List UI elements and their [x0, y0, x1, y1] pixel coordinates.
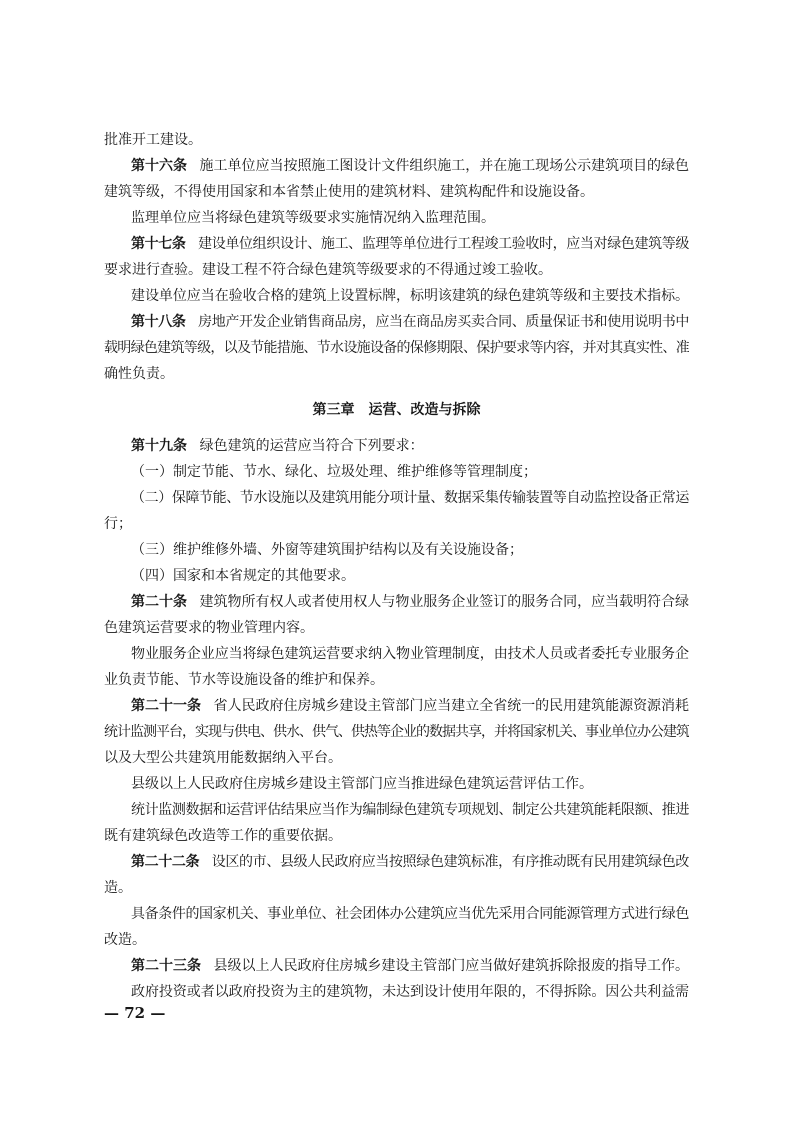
- article-number: 第十九条: [131, 438, 187, 454]
- article-number: 第二十一条: [131, 698, 201, 714]
- text-line: [104, 459, 689, 485]
- text-line: [104, 309, 689, 335]
- line-text: 物业服务企业应当将绿色建筑运营要求纳入物业管理制度，由技术人员或者委托专业服务企: [131, 646, 689, 662]
- text-line: [104, 901, 689, 927]
- line-content: [104, 361, 174, 387]
- line-text: 省人民政府住房城乡建设主管部门应当建立全省统一的民用建筑能源资源消耗: [213, 698, 689, 714]
- text-line: [104, 361, 689, 387]
- text-line: [104, 283, 689, 309]
- line-content: [131, 641, 689, 667]
- line-text: 建设单位应当在验收合格的建筑上设置标牌，标明该建筑的绿色建筑等级和主要技术指标。: [131, 288, 689, 304]
- line-content: [131, 953, 689, 979]
- text-line: [104, 667, 689, 693]
- line-text: 批准开工建设。: [104, 132, 202, 148]
- line-text: 建筑物所有权人或者使用权人与物业服务企业签订的服务合同，应当载明符合绿: [199, 594, 689, 610]
- text-line: [104, 589, 689, 615]
- line-text: 既有建筑绿色改造等工作的重要依据。: [104, 828, 342, 844]
- line-content: [104, 667, 384, 693]
- article-number: 第十八条: [131, 314, 186, 330]
- line-text: （四）国家和本省规定的其他要求。: [131, 568, 355, 584]
- line-content: [104, 615, 314, 641]
- line-content: [131, 693, 689, 719]
- article-number: 第二十三条: [131, 958, 201, 974]
- line-text: 行；: [104, 516, 132, 532]
- text-line: [104, 927, 689, 953]
- line-text: 政府投资或者以政府投资为主的建筑物，未达到设计使用年限的，不得拆除。因公共利益需: [131, 984, 689, 1000]
- line-content: [131, 901, 689, 927]
- line-content: [104, 179, 594, 205]
- line-content: [131, 979, 689, 1005]
- article-number: 第二十二条: [131, 854, 200, 870]
- text-line: [104, 511, 689, 537]
- text-line: [104, 335, 689, 361]
- line-text: 房地产开发企业销售商品房，应当在商品房买卖合同、质量保证书和使用说明书中: [198, 314, 689, 330]
- line-text: 改造。: [104, 932, 146, 948]
- text-line: [104, 205, 689, 231]
- line-text: 建筑等级，不得使用国家和本省禁止使用的建筑材料、建筑构配件和设施设备。: [104, 184, 594, 200]
- line-text: 设区的市、县级人民政府应当按照绿色建筑标准，有序推动既有民用建筑绿色改: [211, 854, 689, 870]
- line-content: [131, 309, 689, 335]
- text-line: [104, 485, 689, 511]
- line-content: [104, 875, 132, 901]
- article-number: 第十七条: [131, 236, 186, 252]
- line-content: [131, 563, 355, 589]
- line-content: [104, 335, 689, 361]
- text-line: [104, 719, 689, 745]
- text-line: [104, 563, 689, 589]
- text-line: [104, 127, 689, 153]
- text-line: [104, 875, 689, 901]
- line-content: [131, 459, 537, 485]
- chapter-title: 运营、改造与拆除: [368, 402, 481, 418]
- text-line: [104, 153, 689, 179]
- text-line: [104, 641, 689, 667]
- line-content: [131, 589, 689, 615]
- line-content: [131, 153, 689, 179]
- chapter-heading: [104, 397, 689, 423]
- line-text: 造。: [104, 880, 132, 896]
- article-number: 第二十条: [131, 594, 187, 610]
- line-text: 要求进行查验。建设工程不符合绿色建筑等级要求的不得通过竣工验收。: [104, 262, 552, 278]
- text-line: [104, 433, 689, 459]
- line-text: 载明绿色建筑等级，以及节能措施、节水设施设备的保修期限、保护要求等内容，并对其真实性、准: [104, 340, 689, 356]
- line-content: [104, 745, 342, 771]
- line-text: 确性负责。: [104, 366, 174, 382]
- line-text: 县级以上人民政府住房城乡建设主管部门应当做好建筑拆除报废的指导工作。: [213, 958, 689, 974]
- line-content: [131, 485, 689, 511]
- line-text: 施工单位应当按照施工图设计文件组织施工，并在施工现场公示建筑项目的绿色: [199, 158, 689, 174]
- text-line: [104, 615, 689, 641]
- line-text: 色建筑运营要求的物业管理内容。: [104, 620, 314, 636]
- text-line: [104, 745, 689, 771]
- chapter-number: 第三章: [312, 402, 355, 418]
- page-number: — 72 —: [104, 1004, 166, 1022]
- line-text: 监理单位应当将绿色建筑等级要求实施情况纳入监理范围。: [131, 210, 495, 226]
- line-content: [131, 849, 689, 875]
- line-text: 业负责节能、节水等设施设备的维护和保养。: [104, 672, 384, 688]
- document-body: [104, 127, 689, 1005]
- text-line: [104, 797, 689, 823]
- text-line: [104, 693, 689, 719]
- text-line: [104, 257, 689, 283]
- line-content: [131, 205, 495, 231]
- line-content: [131, 537, 523, 563]
- line-content: [104, 127, 202, 153]
- line-text: 统计监测平台，实现与供电、供水、供气、供热等企业的数据共享，并将国家机关、事业单位办公建筑: [104, 724, 689, 740]
- article-number: 第十六条: [131, 158, 187, 174]
- line-text: （二）保障节能、节水设施以及建筑用能分项计量、数据采集传输装置等自动监控设备正常运: [131, 490, 689, 506]
- text-line: [104, 979, 689, 1005]
- line-text: 县级以上人民政府住房城乡建设主管部门应当推进绿色建筑运营评估工作。: [131, 776, 593, 792]
- text-line: [104, 537, 689, 563]
- line-content: [131, 231, 689, 257]
- line-content: [104, 257, 552, 283]
- line-text: 绿色建筑的运营应当符合下列要求：: [199, 438, 424, 454]
- line-content: [104, 927, 146, 953]
- line-text: （三）维护维修外墙、外窗等建筑围护结构以及有关设施设备；: [131, 542, 523, 558]
- line-content: [131, 433, 424, 459]
- text-line: [104, 179, 689, 205]
- line-content: [104, 823, 342, 849]
- text-line: [104, 849, 689, 875]
- line-text: 以及大型公共建筑用能数据纳入平台。: [104, 750, 342, 766]
- line-content: [131, 283, 689, 309]
- line-text: 建设单位组织设计、施工、监理等单位进行工程竣工验收时，应当对绿色建筑等级: [198, 236, 689, 252]
- text-line: [104, 231, 689, 257]
- line-content: [131, 797, 689, 823]
- line-content: [131, 771, 593, 797]
- text-line: [104, 823, 689, 849]
- line-content: [104, 511, 132, 537]
- text-line: [104, 771, 689, 797]
- line-text: （一）制定节能、节水、绿化、垃圾处理、维护维修等管理制度；: [131, 464, 537, 480]
- line-content: [104, 719, 689, 745]
- line-text: 统计监测数据和运营评估结果应当作为编制绿色建筑专项规划、制定公共建筑能耗限额、推进: [131, 802, 689, 818]
- line-text: 具备条件的国家机关、事业单位、社会团体办公建筑应当优先采用合同能源管理方式进行绿色: [131, 906, 689, 922]
- text-line: [104, 953, 689, 979]
